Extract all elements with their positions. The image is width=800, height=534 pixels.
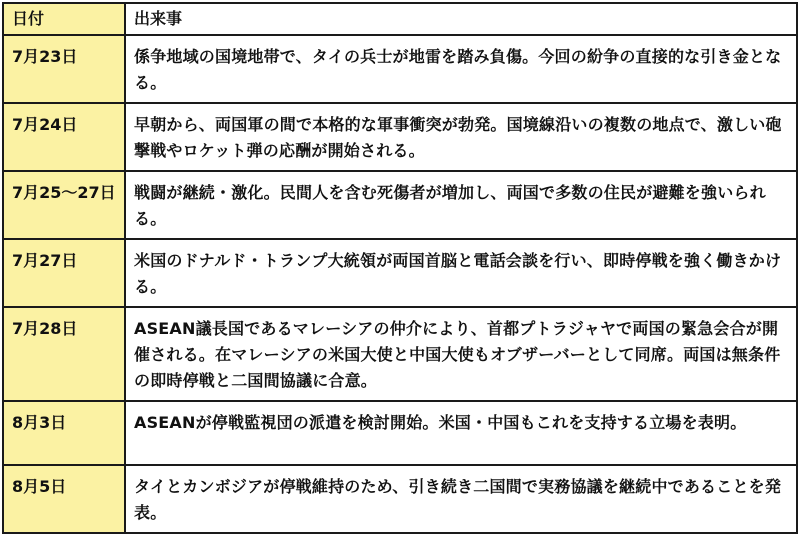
table-row [3, 401, 797, 465]
event-cell: 米国のドナルド・トランプ大統領が両国首脳と電話会談を行い、即時停戦を強く働きかける。 [125, 239, 797, 307]
table-row [3, 239, 797, 307]
table-row [3, 465, 797, 533]
header-event: 出来事 [125, 3, 797, 35]
date-cell: 7月25～27日 [3, 171, 125, 239]
table-row [3, 35, 797, 103]
event-cell: 早朝から、両国軍の間で本格的な軍事衝突が勃発。国境線沿いの複数の地点で、激しい砲撃戦やロケット弾の応酬が開始される。 [125, 103, 797, 171]
date-cell: 8月5日 [3, 465, 125, 533]
event-cell: 係争地域の国境地帯で、タイの兵士が地雷を踏み負傷。今回の紛争の直接的な引き金となる。 [125, 35, 797, 103]
date-cell: 7月24日 [3, 103, 125, 171]
date-cell: 7月23日 [3, 35, 125, 103]
event-cell: 戦闘が継続・激化。民間人を含む死傷者が増加し、両国で多数の住民が避難を強いられる。 [125, 171, 797, 239]
timeline-table [2, 2, 798, 534]
table-row [3, 171, 797, 239]
table-row [3, 103, 797, 171]
event-cell: タイとカンボジアが停戦維持のため、引き続き二国間で実務協議を継続中であることを発表。 [125, 465, 797, 533]
date-cell: 7月27日 [3, 239, 125, 307]
date-cell: 8月3日 [3, 401, 125, 465]
event-cell: ASEAN議長国であるマレーシアの仲介により、首都プトラジャヤで両国の緊急会合が開催される。在マレーシアの米国大使と中国大使もオブザーバーとして同席。両国は無条件の即時停戦と二国間協議に合意。 [125, 307, 797, 401]
table-row [3, 307, 797, 401]
header-row [3, 3, 797, 35]
date-cell: 7月28日 [3, 307, 125, 401]
header-date: 日付 [3, 3, 125, 35]
event-cell: ASEANが停戦監視団の派遣を検討開始。米国・中国もこれを支持する立場を表明。 [125, 401, 797, 465]
